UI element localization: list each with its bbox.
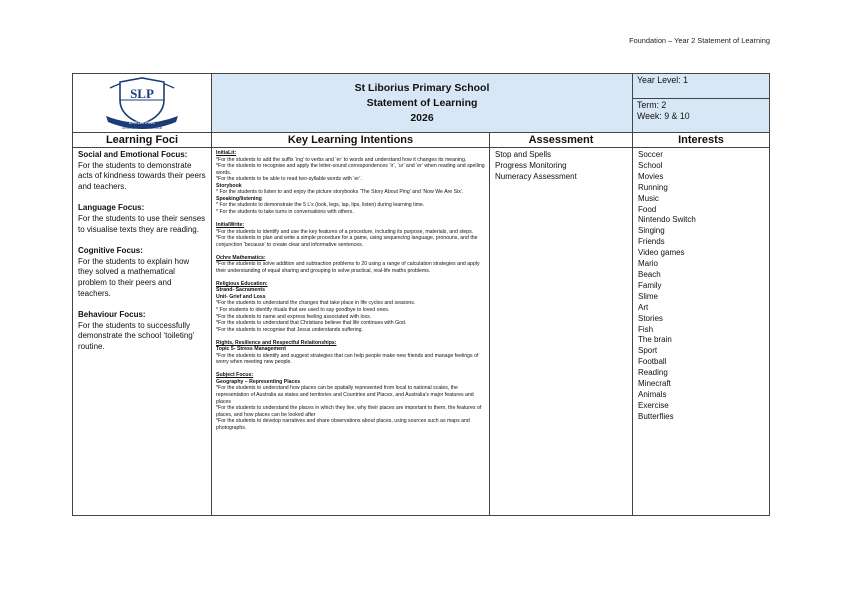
social-focus-text: For the students to demonstrate acts of kindness towards their peers and teachers. [78, 160, 206, 191]
interest-item: Slime [638, 291, 659, 301]
interest-item: Family [638, 280, 662, 290]
interest-item: School [638, 160, 663, 170]
interest-item: Friends [638, 237, 665, 247]
subject-line: *For the students to understand how places can be spatially represented from local to national scales, the representation of Australia as states and territories and Countries and Places, and Australia’s major features and places [216, 385, 474, 405]
subject-line: *For the students to understand the places in which they live, why their places are important to them, the features of places, and how places can be looked after [216, 405, 482, 418]
col-learning-foci: Learning Foci [73, 133, 212, 148]
assessment-item: Progress Monitoring [495, 160, 567, 170]
school-name: St Liborius Primary School [354, 81, 490, 94]
language-focus [78, 203, 206, 235]
behaviour-focus-title: Behaviour Focus: [78, 310, 146, 320]
interest-item: Nintendo Switch [638, 215, 696, 225]
interest-item: Singing [638, 226, 665, 236]
interest-item: Food [638, 204, 657, 214]
interest-item: Butterflies [638, 411, 674, 421]
logo-motto: AD MAJOREM DEI GLORIAM [121, 126, 163, 130]
interest-item: Minecraft [638, 379, 671, 389]
logo-band-text: EAGLEHAWK [128, 120, 156, 125]
rights-section [216, 340, 485, 366]
interest-item: Football [638, 357, 667, 367]
interest-item: Art [638, 302, 649, 312]
initialit-line: *For the students to be able to read two-syllable words with ‘er’. [216, 176, 362, 183]
term: Term: 2 [637, 100, 667, 110]
speaking-line: * For the students to take turns in conversations with others. [216, 208, 354, 215]
page-header: Foundation – Year 2 Statement of Learning [629, 36, 770, 45]
interest-item: The brain [638, 335, 672, 345]
language-focus-text: For the students to use their senses to visualise texts they are reading. [78, 213, 206, 234]
col-assessment: Assessment [490, 133, 633, 148]
school-logo [73, 76, 211, 130]
storybook-line: * For the students to listen to and enjoy the picture storybooks ‘The Story About Ping’ and ‘Now We Are Six’. [216, 189, 464, 196]
interest-item: Beach [638, 269, 661, 279]
initialit-section [216, 150, 485, 215]
interest-item: Stories [638, 313, 663, 323]
storybook-title: Storybook [216, 182, 242, 189]
term-week-cell [633, 99, 770, 133]
initialit-title: InitiaLit: [216, 150, 237, 156]
initialwrite-line: *For the students to identify and use the key features of a procedure, including its purpose, materials, and steps. [216, 228, 474, 235]
cognitive-focus [78, 246, 206, 299]
initialit-line: *For the students to add the suffix ‘ing’ to verbs and ‘er’ to words and understand how it changes its meaning. [216, 156, 467, 163]
interest-item: Exercise [638, 400, 669, 410]
interests-cell [633, 148, 770, 516]
religious-line: *For the students to name and express feeling associated with loss. [216, 313, 372, 320]
cognitive-focus-text: For the students to explain how they solved a mathematical problem to their peers and teachers. [78, 256, 190, 298]
interest-item: Soccer [638, 150, 663, 159]
rights-line: *For the students to identify and suggest strategies that can help people make new friends and manage feelings of worry when meeting new people. [216, 352, 479, 366]
title-cell [212, 74, 633, 133]
col-key-learning-intentions: Key Learning Intentions [212, 133, 490, 148]
statement-table [72, 73, 770, 516]
religious-line: *For the students to understand that Christians believe that life continues with God. [216, 320, 407, 327]
behaviour-focus [78, 310, 206, 352]
language-focus-title: Language Focus: [78, 203, 145, 213]
subject-sub: Geography – Representing Places [216, 378, 301, 385]
interest-item: Animals [638, 389, 667, 399]
speaking-line: * For the students to demonstrate the 5 L’s (look, legs, lap, lips, listen) during learning time. [216, 202, 425, 209]
ochre-section [216, 255, 485, 275]
ochre-line: *For the students to solve addition and subtraction problems to 20 using a range of calculation strategies and apply their understanding of equal sharing and grouping to solve practical, real-life maths problems. [216, 261, 480, 274]
cognitive-focus-title: Cognitive Focus: [78, 246, 143, 256]
subject-line: *For the students to develop narratives and share observations about places, using sources such as maps and photographs. [216, 418, 470, 431]
interest-item: Fish [638, 324, 654, 334]
interest-item: Movies [638, 171, 664, 181]
speaking-title: Speaking/listening [216, 195, 262, 202]
behaviour-focus-text: For the students to successfully demonstrate the school ‘toileting’ routine. [78, 320, 195, 351]
rights-topic: Topic 5- Stress Management [216, 346, 286, 353]
assessment-item: Numeracy Assessment [495, 171, 577, 181]
social-focus [78, 150, 206, 192]
social-focus-title: Social and Emotional Focus: [78, 150, 188, 159]
religious-unit: Unit- Grief and Loss [216, 293, 266, 300]
religious-strand: Strand- Sacraments [216, 287, 266, 294]
religious-title: Religious Education: [216, 280, 268, 287]
religious-line: *For the students to recognise that Jesus understands suffering. [216, 326, 363, 333]
subject-section [216, 372, 485, 431]
initialit-line: *For the students to recognise and apply the letter-sound correspondences ‘ir’, ‘ur’ and ‘er’ when reading and spelling words. [216, 163, 485, 176]
interest-item: Sport [638, 346, 658, 356]
interest-item: Music [638, 193, 659, 203]
learning-foci-cell [73, 148, 212, 516]
assessment-item: Stop and Spells [495, 150, 552, 159]
religious-line: * For students to identify rituals that are used to say goodbye to loved ones. [216, 306, 390, 313]
subject-title: Subject Focus: [216, 372, 254, 379]
year-level: Year Level: 1 [637, 75, 689, 85]
doc-title: Statement of Learning [366, 96, 478, 109]
key-learning-intentions-cell [212, 148, 490, 516]
year-level-cell [633, 74, 770, 99]
initialwrite-section [216, 222, 485, 248]
religious-section [216, 281, 485, 333]
initialwrite-line: *For the students to plan and write a simple procedure for a game, using sequencing language, pronouns, and the conjunction ‘because’ to create clear and informative sentences. [216, 235, 478, 248]
rights-title: Rights, Resilience and Respectful Relationships: [216, 339, 337, 346]
interest-item: Running [638, 182, 668, 192]
doc-year: 2026 [410, 111, 434, 124]
interest-item: Reading [638, 368, 668, 378]
logo-cell [73, 74, 212, 133]
interest-item: Video games [638, 248, 685, 258]
ochre-title: Ochre Mathematics: [216, 254, 266, 261]
religious-line: *For the students to understand the changes that take place in life cycles and seasons. [216, 300, 416, 307]
interest-item: Mario [638, 259, 659, 269]
week: Week: 9 & 10 [637, 111, 690, 121]
logo-letters: SLP [130, 86, 154, 101]
col-interests: Interests [633, 133, 770, 148]
assessment-cell [490, 148, 633, 516]
initialwrite-title: InitialWrite: [216, 221, 245, 228]
